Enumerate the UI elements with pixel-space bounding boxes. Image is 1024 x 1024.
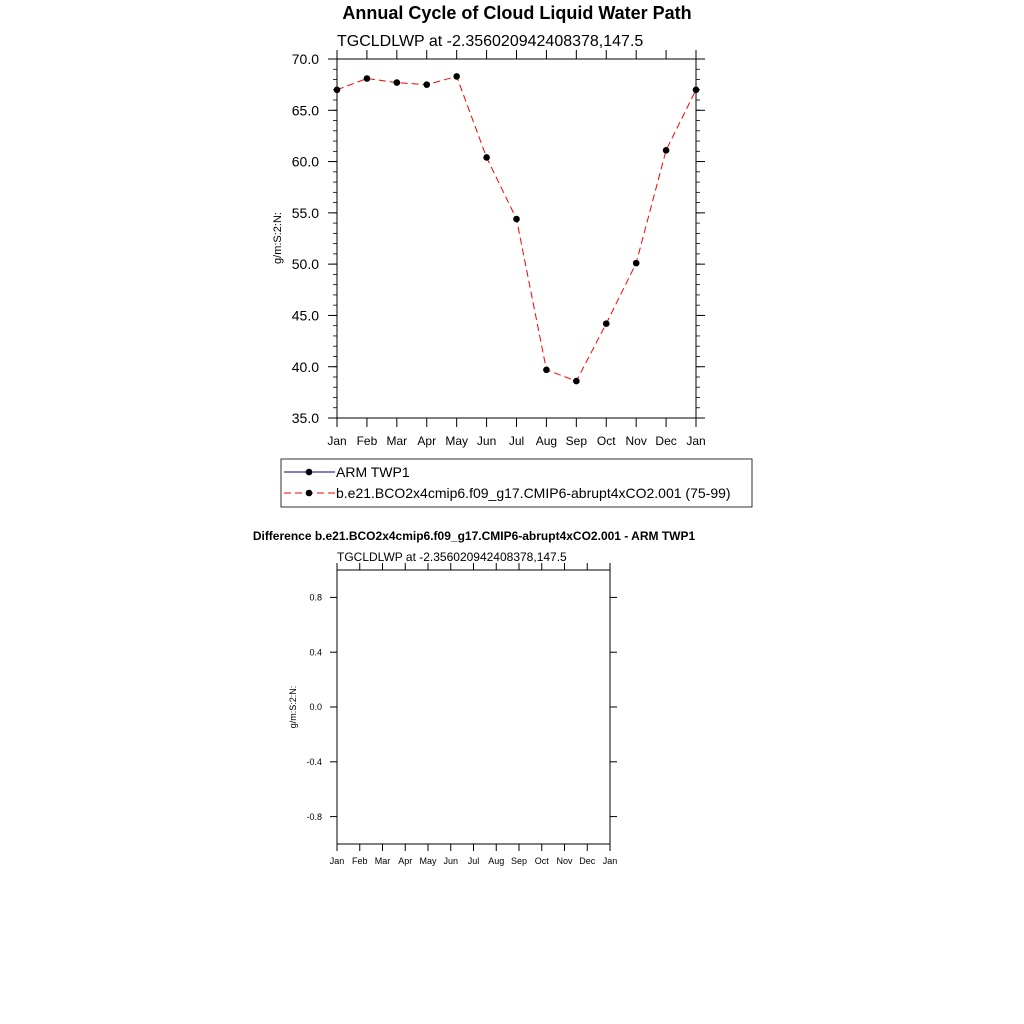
- y-tick-label: 0.0: [309, 702, 322, 713]
- y-tick-label: 50.0: [291, 256, 319, 273]
- x-tick-label: Apr: [417, 434, 437, 448]
- plot-frame: [337, 59, 696, 418]
- x-tick-label: Jun: [443, 856, 459, 866]
- y-tick-label: -0.8: [306, 811, 322, 822]
- x-tick-label: Dec: [579, 856, 596, 866]
- x-tick-label: Dec: [655, 434, 677, 448]
- difference-y-tick-labels: [306, 593, 322, 822]
- y-tick-label: 65.0: [291, 102, 319, 119]
- x-tick-label: Jul: [508, 434, 525, 448]
- legend-label-model: b.e21.BCO2x4cmip6.f09_g17.CMIP6-abrupt4xCO2.001 (75-99): [336, 485, 731, 501]
- y-tick-label: 55.0: [291, 204, 319, 221]
- tick-marks: [328, 50, 705, 427]
- difference-x-tick-labels: [330, 856, 618, 866]
- data-point: [513, 216, 520, 223]
- x-tick-label: Nov: [625, 434, 647, 448]
- x-tick-label: Jun: [476, 434, 497, 448]
- x-tick-label: Sep: [565, 434, 588, 448]
- annual-cycle-chart: [272, 3, 706, 448]
- y-tick-label: -0.4: [306, 757, 322, 768]
- x-tick-label: Nov: [556, 856, 573, 866]
- x-tick-label: Mar: [374, 856, 391, 866]
- data-point: [633, 260, 640, 267]
- data-point: [423, 81, 430, 88]
- y-tick-labels: [292, 51, 319, 426]
- y-tick-label: 40.0: [291, 358, 319, 375]
- y-axis-label: g/m:S:2:N:: [272, 212, 284, 264]
- x-tick-label: May: [419, 856, 437, 866]
- difference-y-axis-label: g/m:S:2:N:: [288, 685, 298, 729]
- x-tick-label: Feb: [356, 434, 378, 448]
- chart-title: Annual Cycle of Cloud Liquid Water Path: [342, 3, 692, 23]
- x-tick-label: Feb: [351, 856, 368, 866]
- y-tick-label: 35.0: [291, 410, 319, 427]
- data-point: [693, 86, 700, 93]
- x-tick-label: Jan: [602, 856, 618, 866]
- data-point: [573, 378, 580, 385]
- x-tick-label: Mar: [386, 434, 408, 448]
- y-tick-label: 0.4: [309, 647, 322, 658]
- x-tick-label: Oct: [596, 434, 616, 448]
- y-tick-label: 60.0: [291, 153, 319, 170]
- difference-title: Difference b.e21.BCO2x4cmip6.f09_g17.CMIP6-abrupt4xCO2.001 - ARM TWP1: [252, 529, 696, 543]
- series-layer: [334, 73, 700, 384]
- y-tick-label: 45.0: [291, 307, 319, 324]
- data-point: [364, 75, 371, 82]
- data-point: [483, 154, 490, 161]
- data-point: [394, 79, 401, 86]
- x-tick-label: Aug: [535, 434, 558, 448]
- x-tick-label: Jan: [327, 434, 347, 448]
- data-point: [603, 320, 610, 327]
- y-tick-label: 70.0: [291, 51, 319, 68]
- x-tick-label: Jan: [686, 434, 706, 448]
- data-point: [453, 73, 460, 80]
- x-tick-label: Jul: [467, 856, 480, 866]
- data-point: [334, 86, 341, 93]
- y-tick-label: 0.8: [309, 592, 322, 603]
- x-tick-label: Oct: [534, 856, 549, 866]
- data-point: [543, 366, 550, 373]
- difference-chart: [253, 529, 696, 866]
- chart-subtitle: TGCLDLWP at -2.356020942408378,147.5: [337, 33, 644, 50]
- x-tick-label: Jan: [329, 856, 345, 866]
- x-tick-label: Sep: [510, 856, 528, 866]
- difference-tick-marks: [330, 563, 617, 851]
- legend: [281, 459, 752, 507]
- series-line: [337, 76, 696, 381]
- x-tick-label: Apr: [398, 856, 413, 866]
- difference-plot-frame: [337, 570, 610, 844]
- data-point: [663, 147, 670, 154]
- difference-subtitle: TGCLDLWP at -2.356020942408378,147.5: [337, 550, 567, 564]
- legend-marker-model: [306, 490, 313, 497]
- x-tick-labels: [327, 434, 705, 448]
- x-tick-label: Aug: [488, 856, 505, 866]
- legend-marker-arm: [306, 469, 313, 476]
- legend-label-arm: ARM TWP1: [336, 464, 410, 480]
- x-tick-label: May: [445, 434, 469, 448]
